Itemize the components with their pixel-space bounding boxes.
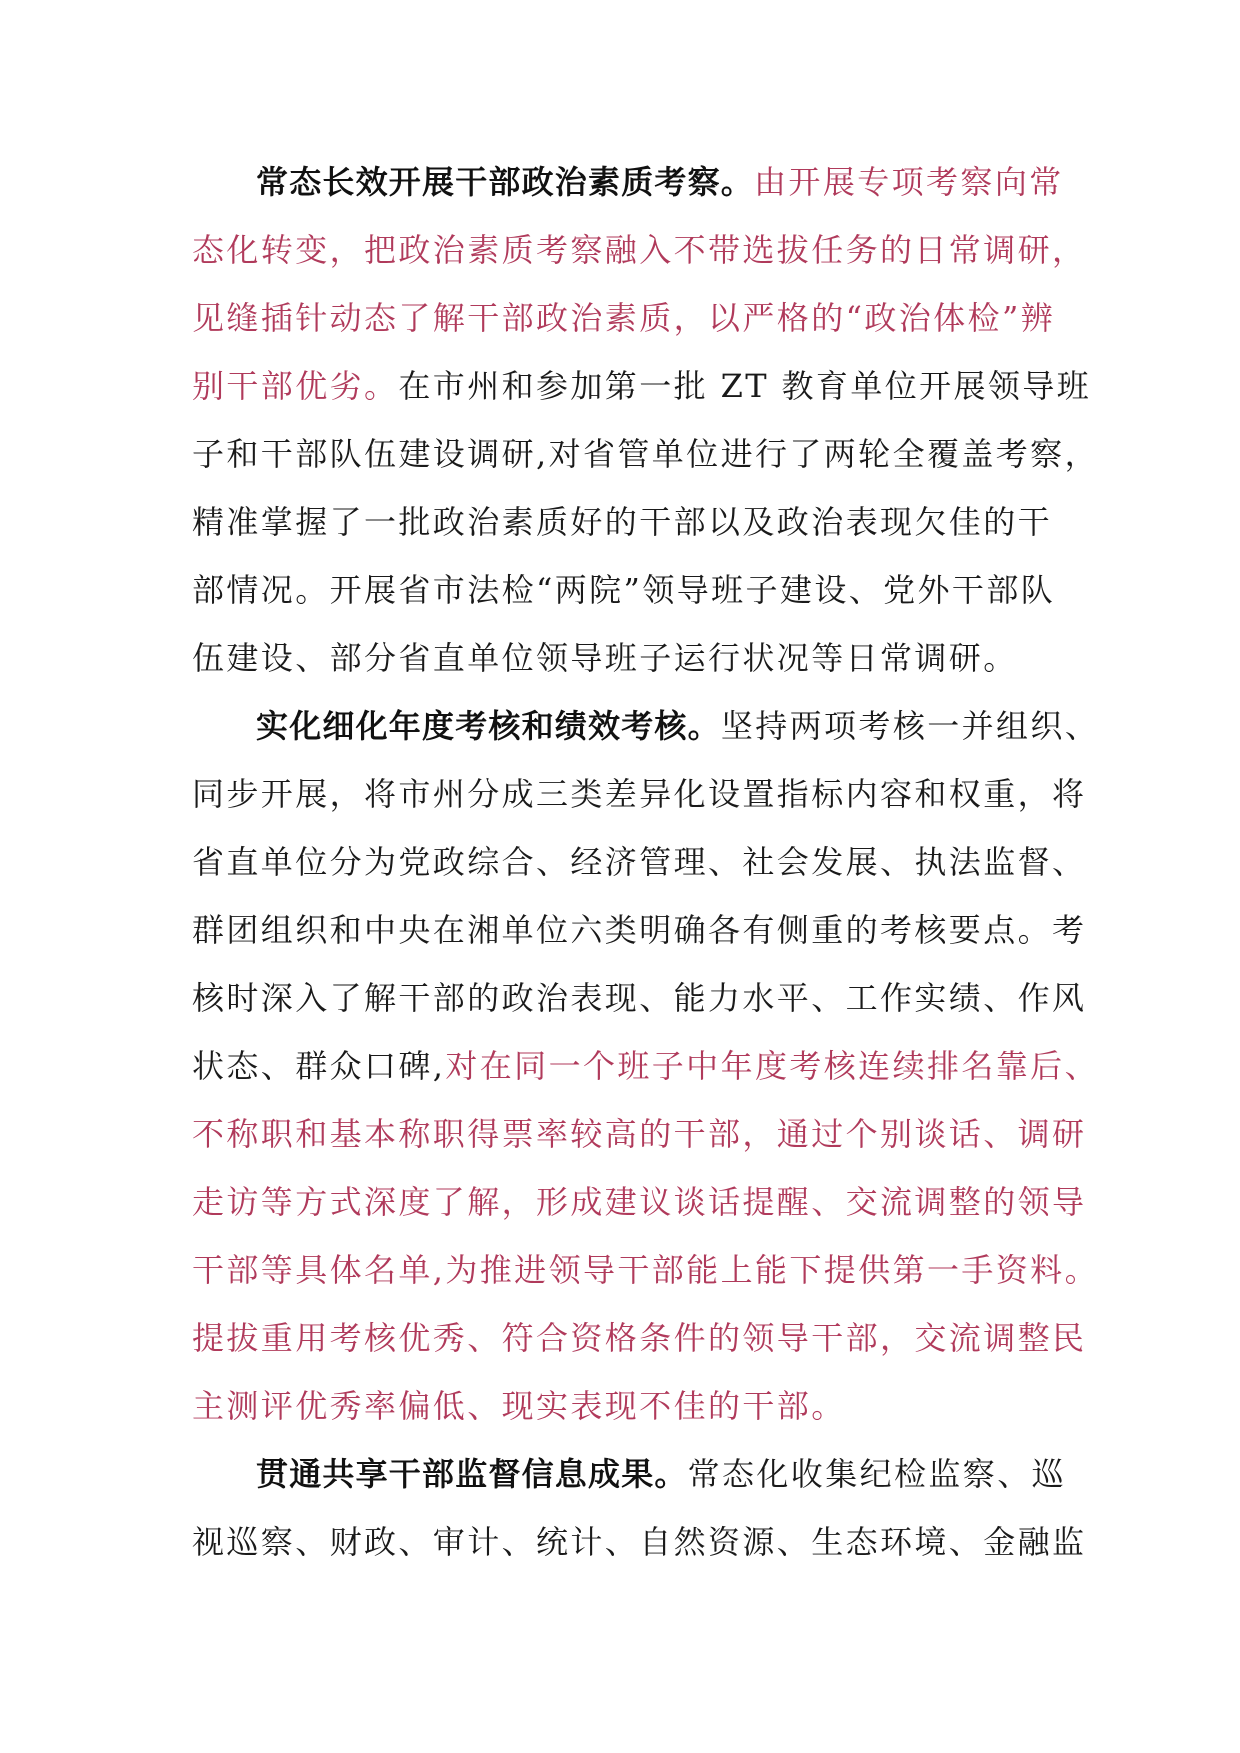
paragraph-2-line-2 [192, 760, 1087, 828]
paragraph-1-line-2 [192, 216, 1087, 284]
body-text: 伍建设、部分省直单位领导班子运行状况等日常调研。 [192, 639, 1018, 677]
paragraph-1-line-3 [192, 284, 1072, 352]
highlighted-text: 走访等方式深度了解，形成建议谈话提醒、交流调整的领导 [192, 1183, 1087, 1221]
paragraph-1-line-6 [192, 488, 1072, 556]
paragraph-2-line-6 [192, 1032, 1099, 1100]
paragraph-1-line-8 [192, 624, 1072, 692]
body-text: 精准掌握了一批政治素质好的干部以及政治表现欠佳的干 [192, 503, 1053, 541]
body-text: 坚持两项考核一并组织、 [720, 707, 1100, 745]
paragraph-3-line-1 [192, 1440, 1072, 1508]
paragraph-1-line-1 [192, 148, 1072, 216]
body-text: 同步开展，将市州分成三类差异化设置指标内容和权重，将 [192, 775, 1087, 813]
paragraph-2-heading: 实化细化年度考核和绩效考核。 [256, 707, 721, 745]
body-text: 省直单位分为党政综合、经济管理、社会发展、执法监督、 [192, 843, 1087, 881]
paragraph-1-line-7 [192, 556, 1072, 624]
paragraph-2-line-11 [192, 1372, 1072, 1440]
document-body [192, 148, 1100, 1576]
paragraph-2-line-5 [192, 964, 1087, 1032]
paragraph-2-line-7 [192, 1100, 1087, 1168]
body-text: 部情况。开展省市法检“两院”领导班子建设、党外干部队 [192, 571, 1056, 609]
highlighted-text: 别干部优劣。 [192, 367, 399, 405]
paragraph-3-line-2 [192, 1508, 1087, 1576]
paragraph-2-line-10 [192, 1304, 1087, 1372]
body-text: 核时深入了解干部的政治表现、能力水平、工作实绩、作风 [192, 979, 1087, 1017]
body-text: 视巡察、财政、审计、统计、自然资源、生态环境、金融监 [192, 1523, 1087, 1561]
paragraph-2-line-4 [192, 896, 1087, 964]
highlighted-text: 由开展专项考察向常 [754, 163, 1064, 201]
highlighted-text: 不称职和基本称职得票率较高的干部，通过个别谈话、调研 [192, 1115, 1087, 1153]
paragraph-2-line-8 [192, 1168, 1087, 1236]
highlighted-text: 态化转变，把政治素质考察融入不带选拔任务的日常调研， [192, 231, 1087, 269]
paragraph-2-line-1 [192, 692, 1100, 760]
highlighted-text: 见缝插针动态了解干部政治素质，以严格的“政治体检”辨 [192, 299, 1056, 337]
highlighted-text: 干部等具体名单,为推进领导干部能上能下提供第一手资料。 [192, 1251, 1099, 1289]
body-text: 在市州和参加第一批 ZT 教育单位开展领导班 [398, 367, 1092, 405]
body-text: 子和干部队伍建设调研,对省管单位进行了两轮全覆盖考察， [192, 435, 1099, 473]
highlighted-text: 对在同一个班子中年度考核连续排名靠后、 [445, 1047, 1099, 1085]
paragraph-1-line-4 [192, 352, 1092, 420]
body-text: 群团组织和中央在湘单位六类明确各有侧重的考核要点。考 [192, 911, 1087, 949]
highlighted-text: 主测评优秀率偏低、现实表现不佳的干部。 [192, 1387, 846, 1425]
body-text: 状态、群众口碑, [192, 1047, 446, 1085]
paragraph-1-line-5 [192, 420, 1099, 488]
paragraph-1-heading: 常态长效开展干部政治素质考察。 [256, 163, 755, 201]
body-text: 常态化收集纪检监察、巡 [687, 1455, 1067, 1493]
paragraph-2-line-3 [192, 828, 1087, 896]
highlighted-text: 提拔重用考核优秀、符合资格条件的领导干部，交流调整民 [192, 1319, 1087, 1357]
paragraph-2-line-9 [192, 1236, 1099, 1304]
paragraph-3-heading: 贯通共享干部监督信息成果。 [256, 1455, 688, 1493]
